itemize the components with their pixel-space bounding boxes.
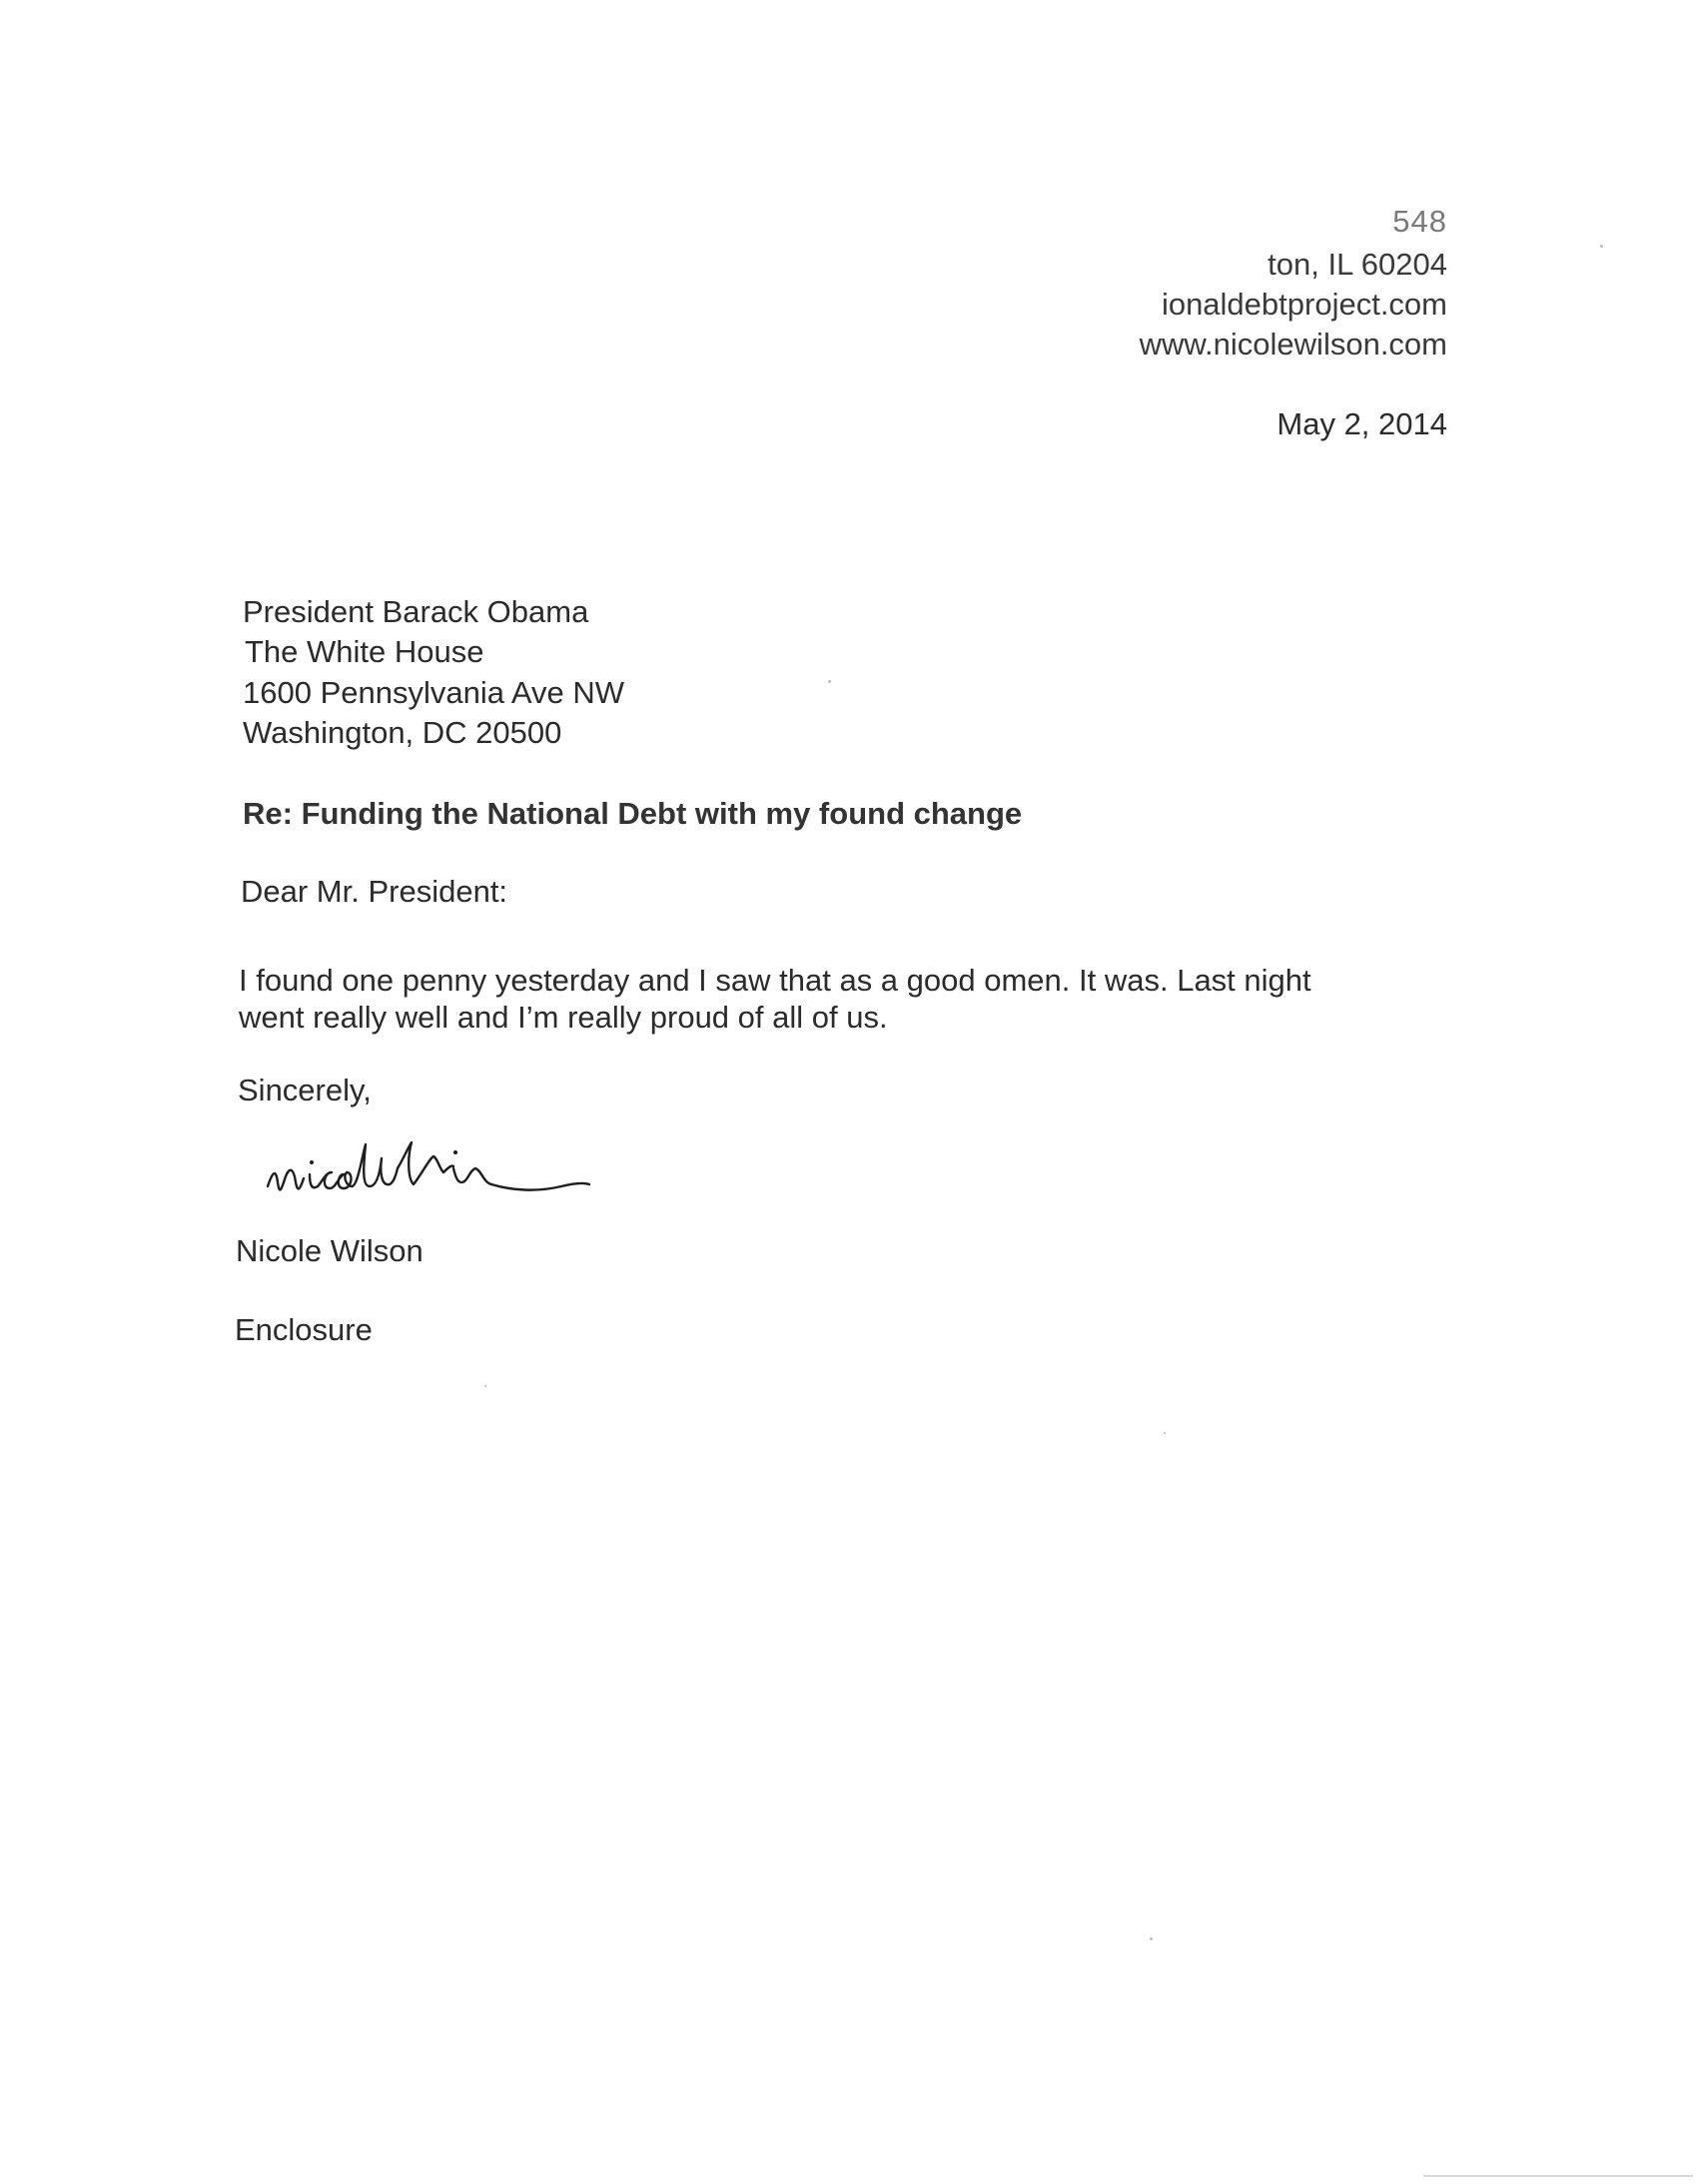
recipient-name: President Barack Obama — [243, 594, 589, 629]
salutation: Dear Mr. President: — [241, 874, 508, 909]
body-line-2: went really well and I’m really proud of all of us. — [239, 1000, 888, 1035]
sender-website-line-2: www.nicolewilson.com — [1139, 327, 1447, 362]
scan-speck — [1600, 245, 1603, 248]
sender-website-line-1: ionaldebtproject.com — [1161, 287, 1447, 322]
scan-speck — [1150, 1937, 1153, 1940]
scan-edge-line — [1423, 2175, 1693, 2177]
scan-speck — [1164, 1432, 1166, 1434]
recipient-organization: The White House — [245, 634, 484, 669]
recipient-street: 1600 Pennsylvania Ave NW — [243, 675, 624, 710]
scan-speck — [484, 1385, 486, 1387]
handwritten-signature — [262, 1128, 591, 1218]
recipient-city: Washington, DC 20500 — [243, 715, 562, 750]
body-line-1: I found one penny yesterday and I saw that as a good omen. It was. Last night — [239, 963, 1311, 998]
closing: Sincerely, — [238, 1073, 372, 1107]
enclosure-note: Enclosure — [235, 1312, 373, 1347]
signer-name: Nicole Wilson — [236, 1233, 424, 1268]
letter-date: May 2, 2014 — [1276, 406, 1447, 441]
letter-subject: Re: Funding the National Debt with my found change — [243, 796, 1023, 831]
sender-address-line-2: ton, IL 60204 — [1268, 247, 1447, 282]
sender-address-line-1: 548 — [1392, 204, 1447, 239]
scan-speck — [828, 680, 831, 683]
